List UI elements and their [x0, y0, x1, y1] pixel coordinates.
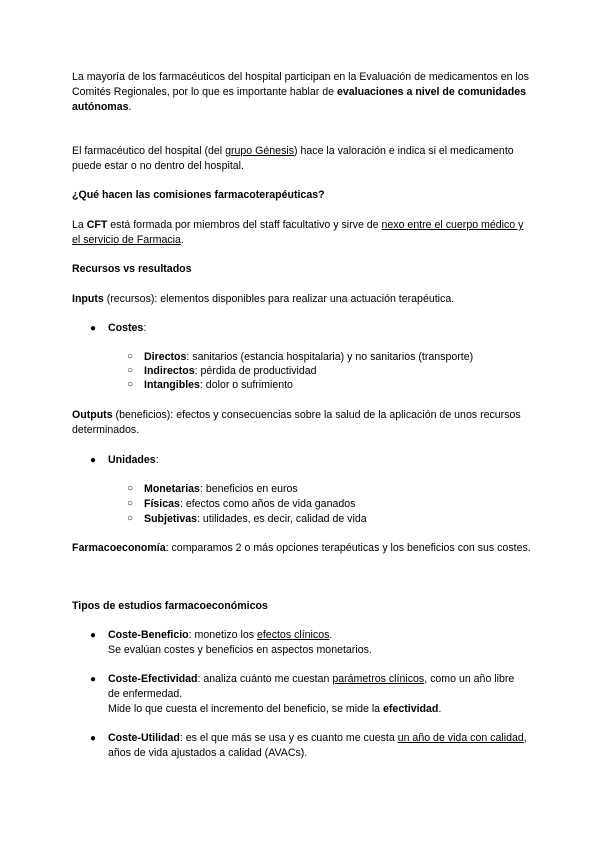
bullet-icon: ● — [90, 630, 97, 641]
bold-text: Coste-Efectividad — [108, 673, 198, 685]
list-item-coste-utilidad — [90, 731, 528, 761]
text: . — [180, 234, 184, 246]
bold-text: Costes — [108, 322, 144, 334]
text: La — [72, 219, 87, 231]
text: : — [143, 322, 147, 334]
circle-bullet-icon: ○ — [127, 513, 134, 524]
link-nexo[interactable]: nexo entre el cuerpo médico y el servicio de Farmacia — [72, 219, 524, 246]
text: : utilidades, es decir, calidad de vida — [197, 513, 367, 525]
list-item-fisicas — [127, 497, 534, 512]
bold-text: Outputs — [72, 409, 113, 421]
heading-recursos: Recursos vs resultados — [72, 263, 192, 275]
text: ) hace la valoración e indica si el medicamento puede estar o no dentro del hospital. — [72, 145, 514, 172]
text: El farmacéutico del hospital (del — [72, 145, 226, 157]
text: Se evalúan costes y beneficios en aspectos monetarios. — [108, 644, 372, 656]
text: : analiza cuánto me cuestan — [197, 673, 333, 685]
list-item-subjetivas — [127, 512, 534, 527]
circle-bullet-icon: ○ — [127, 498, 134, 509]
bold-text: Inputs — [72, 293, 104, 305]
list-item-coste-beneficio — [90, 628, 528, 658]
list-item-monetarias — [127, 482, 534, 497]
bold-text: Subjetivas — [144, 513, 197, 525]
text: La mayoría de los farmacéuticos del hospital participan en la Evaluación de medicamentos en los Comités Regionales, por lo que es importante hablar de — [72, 71, 529, 98]
paragraph-outputs — [72, 408, 532, 438]
bullet-icon: ● — [90, 733, 97, 744]
bullet-icon: ● — [90, 455, 97, 466]
bold-text: Intangibles — [144, 379, 200, 391]
text: : beneficios en euros — [199, 483, 298, 495]
text: : — [155, 454, 159, 466]
list-item-unidades — [90, 453, 528, 468]
list-item-intangibles — [127, 378, 534, 393]
heading-tipos: Tipos de estudios farmacoeconómicos — [72, 600, 268, 612]
text: , como un año libre de enfermedad. — [108, 673, 515, 700]
bold-text: evaluaciones a nivel de comunidades autónomas — [72, 86, 526, 113]
list-item-indirectos — [127, 364, 534, 379]
bold-text: Coste-Utilidad — [108, 732, 180, 744]
text: : efectos como años de vida ganados — [179, 498, 356, 510]
text: , años de vida ajustados a calidad (AVACs). — [108, 732, 527, 759]
circle-bullet-icon: ○ — [127, 379, 134, 390]
bold-text: Unidades — [108, 454, 156, 466]
link-grupo-genesis[interactable]: grupo Génesis — [225, 145, 295, 157]
text: . — [329, 629, 333, 641]
bold-text: Físicas — [144, 498, 180, 510]
link-ano-de-vida[interactable]: un año de vida con calidad — [397, 732, 524, 744]
text: : es el que más se usa y es cuanto me cuesta — [179, 732, 398, 744]
list-item-directos — [127, 350, 534, 365]
circle-bullet-icon: ○ — [127, 365, 134, 376]
paragraph-farmaceutico — [72, 144, 532, 174]
text: . — [438, 703, 442, 715]
bold-text: CFT — [86, 219, 108, 231]
text: : pérdida de productividad — [194, 365, 317, 377]
text: (beneficios): efectos y consecuencias sobre la salud de la aplicación de unos recursos determinados. — [72, 409, 521, 436]
text: : dolor o sufrimiento — [199, 379, 293, 391]
bullet-icon: ● — [90, 323, 97, 334]
text: (recursos): elementos disponibles para realizar una actuación terapéutica. — [103, 293, 455, 305]
bold-text: Coste-Beneficio — [108, 629, 189, 641]
bold-text: Monetarias — [144, 483, 200, 495]
link-parametros-clinicos[interactable]: parámetros clínicos — [332, 673, 425, 685]
bold-text: Indirectos — [144, 365, 195, 377]
bullet-icon: ● — [90, 674, 97, 685]
circle-bullet-icon: ○ — [127, 351, 134, 362]
list-item-costes — [90, 321, 528, 336]
bold-text: efectividad — [383, 703, 439, 715]
paragraph-inputs — [72, 292, 532, 307]
text: : comparamos 2 o más opciones terapéuticas y los beneficios con sus costes. — [165, 542, 531, 554]
text: : monetizo los — [188, 629, 257, 641]
text: está formada por miembros del staff facultativo y sirve de — [107, 219, 382, 231]
text: : sanitarios (estancia hospitalaria) y no sanitarios (transporte) — [186, 351, 474, 363]
list-item-coste-efectividad — [90, 672, 528, 717]
paragraph-evaluacion — [72, 70, 532, 115]
heading-cft: ¿Qué hacen las comisiones farmacoterapéuticas? — [72, 189, 325, 201]
text: Mide lo que cuesta el incremento del beneficio, se mide la — [108, 703, 384, 715]
circle-bullet-icon: ○ — [127, 483, 134, 494]
paragraph-cft — [72, 218, 532, 248]
bold-text: Farmacoeconomía — [72, 542, 166, 554]
bold-text: Directos — [144, 351, 187, 363]
text: . — [128, 101, 132, 113]
paragraph-farmacoeconomia — [72, 541, 532, 556]
link-efectos-clinicos[interactable]: efectos clínicos — [256, 629, 330, 641]
